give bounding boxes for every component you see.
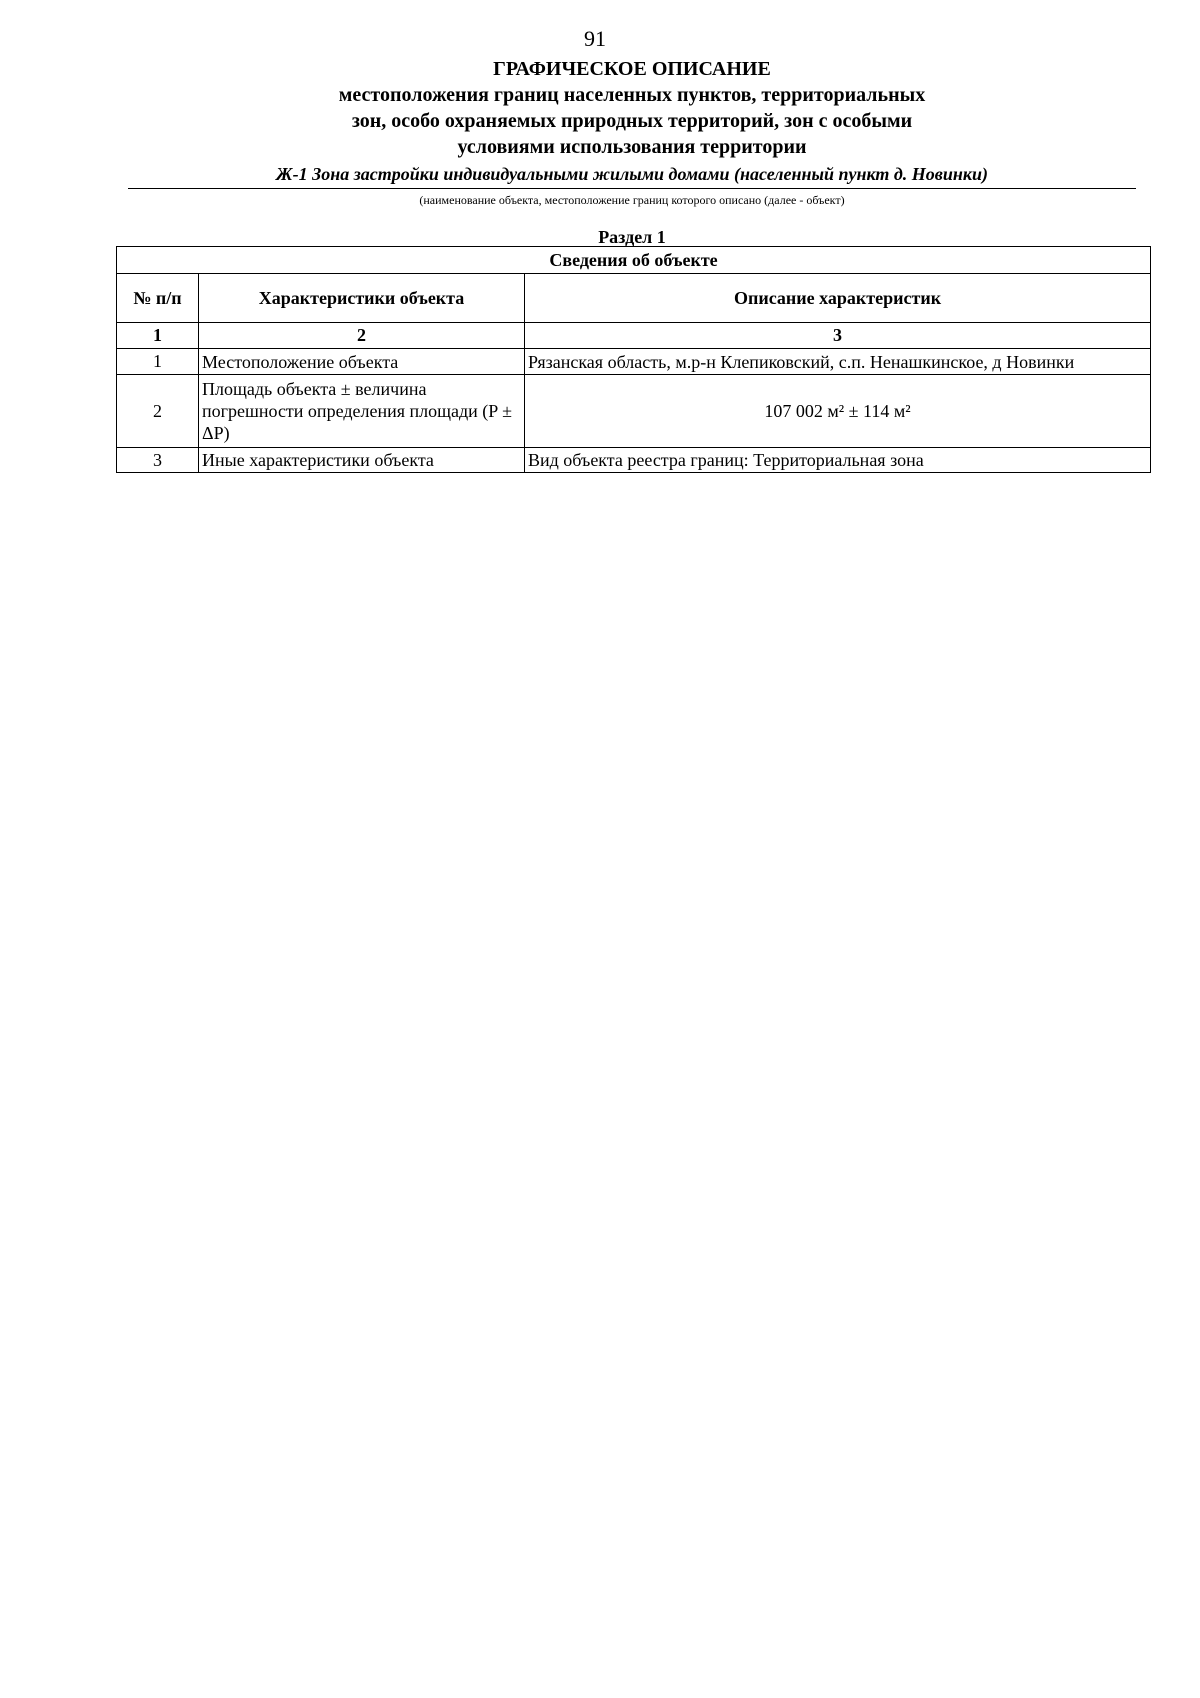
title-line-4: условиями использования территории bbox=[457, 136, 807, 158]
row-characteristic: Местоположение объекта bbox=[199, 349, 525, 375]
header-number: № п/п bbox=[117, 274, 199, 323]
title-line-3: зон, особо охраняемых природных территорий, зон с особыми bbox=[351, 110, 913, 132]
row-description: Рязанская область, м.р-н Клепиковский, с.п. Ненашкинское, д Новинки bbox=[525, 349, 1151, 375]
row-number: 1 bbox=[117, 349, 199, 375]
section-title: Раздел 1 bbox=[598, 227, 666, 247]
object-name: Ж-1 Зона застройки индивидуальными жилыми домами (населенный пункт д. Новинки) bbox=[276, 164, 988, 184]
table-row bbox=[117, 448, 1151, 473]
object-info-table bbox=[116, 246, 1151, 473]
document-title bbox=[0, 56, 1200, 160]
column-index-3: 3 bbox=[525, 323, 1151, 349]
header-characteristic: Характеристики объекта bbox=[199, 274, 525, 323]
title-line-1: ГРАФИЧЕСКОЕ ОПИСАНИЕ bbox=[493, 58, 771, 80]
header-description: Описание характеристик bbox=[525, 274, 1151, 323]
table-caption: Сведения об объекте bbox=[117, 247, 1151, 274]
column-index-2: 2 bbox=[199, 323, 525, 349]
column-index-1: 1 bbox=[117, 323, 199, 349]
table-row bbox=[117, 375, 1151, 448]
table-header-row bbox=[117, 274, 1151, 323]
row-number: 2 bbox=[117, 375, 199, 448]
title-line-2: местоположения границ населенных пунктов, территориальных bbox=[338, 84, 926, 106]
row-number: 3 bbox=[117, 448, 199, 473]
row-characteristic: Иные характеристики объекта bbox=[199, 448, 525, 473]
table-caption-row bbox=[117, 247, 1151, 274]
row-description: 107 002 м² ± 114 м² bbox=[525, 375, 1151, 448]
page-number: 91 bbox=[584, 26, 606, 51]
object-caption: (наименование объекта, местоположение границ которого описано (далее - объект) bbox=[419, 193, 845, 207]
table-index-row bbox=[117, 323, 1151, 349]
table-row bbox=[117, 349, 1151, 375]
row-characteristic: Площадь объекта ± величина погрешности определения площади (P ± ΔP) bbox=[199, 375, 525, 448]
row-description: Вид объекта реестра границ: Территориальная зона bbox=[525, 448, 1151, 473]
object-name-underline bbox=[128, 188, 1136, 189]
